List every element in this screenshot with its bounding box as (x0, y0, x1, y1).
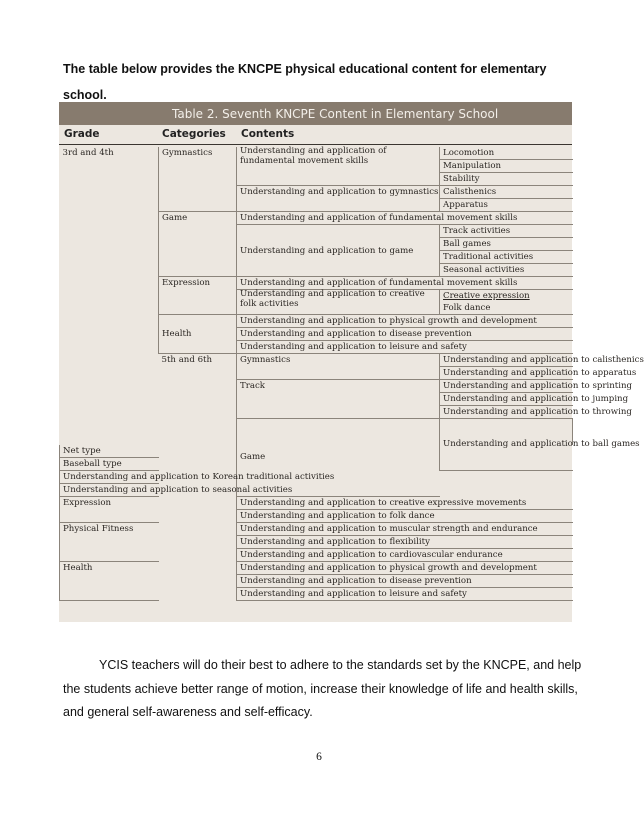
table-title: Table 2. Seventh KNCPE Content in Elementary School (59, 102, 572, 125)
content-cell: Understanding and application to seasonal activities (60, 483, 237, 496)
table-row (60, 470, 573, 483)
subcontent-cell: Stability (440, 173, 573, 186)
content-cell: Understanding and application to calisthenics (440, 354, 573, 367)
subcontent-cell: Apparatus (440, 199, 573, 212)
subcontent-cell: Track activities (440, 225, 573, 238)
content-cell: Understanding and application of fundamental movement skills (237, 212, 573, 225)
content-cell: Understanding and application to physical growth and development (237, 315, 573, 328)
content-cell: Understanding and application to flexibility (237, 535, 573, 548)
content-cell: Understanding and application of fundamental movement skills (237, 277, 573, 290)
category-cell: Expression (60, 496, 159, 522)
table-image (59, 102, 644, 622)
content-cell: Understanding and application to leisure and safety (237, 587, 573, 600)
content-cell: Understanding and application to cardiovascular endurance (237, 548, 573, 561)
header-categories: Categories (162, 128, 226, 140)
category-cell: Gymnastics (159, 147, 237, 212)
table-header-row (59, 125, 572, 145)
content-cell: Understanding and application to gymnastics (237, 186, 440, 212)
subcontent-cell: Ball games (440, 238, 573, 251)
subcontent-cell: Manipulation (440, 160, 573, 173)
content-cell: Understanding and application to sprinting (440, 380, 573, 393)
content-cell: Understanding and application to physical growth and development (237, 561, 573, 574)
content-cell: Understanding and application to ball games (440, 419, 573, 471)
content-cell: Understanding and application to disease prevention (237, 574, 573, 587)
content-cell: Understanding and application to disease prevention (237, 328, 573, 341)
table-row (60, 496, 573, 509)
table-row (60, 522, 573, 535)
subcontent-cell: Seasonal activities (440, 264, 573, 277)
table-row (60, 147, 573, 160)
content-cell: Understanding and application to creative folk activities (237, 290, 440, 315)
content-cell: Understanding and application of fundamental movement skills (237, 147, 440, 186)
paragraph-text: YCIS teachers will do their best to adhere to the standards set by the KNCPE, and help the students achieve better range of motion, increase their knowledge of life and health skills, and general self-awareness and self-efficacy. (63, 658, 582, 719)
table-row (60, 561, 573, 574)
content-table (59, 146, 644, 601)
category-cell: Track (237, 380, 440, 419)
content-cell: Understanding and application to creative expressive movements (237, 496, 573, 509)
header-grade: Grade (64, 128, 100, 140)
content-cell: Understanding and application to leisure and safety (237, 341, 573, 354)
grade-cell: 3rd and 4th (62, 148, 114, 158)
category-cell: Health (60, 561, 159, 600)
subcontent-cell: Locomotion (440, 147, 573, 160)
category-cell: Gymnastics (237, 354, 440, 380)
content-cell: Understanding and application to muscular strength and endurance (237, 522, 573, 535)
subcontent-cell: Net type (60, 445, 159, 458)
category-cell: Game (237, 419, 440, 497)
grade-cell: 5th and 6th (161, 355, 213, 365)
subcontent-cell: Creative expression (440, 290, 573, 303)
intro-text: The table below provides the KNCPE physical educational content for elementary school. (63, 62, 547, 102)
subcontent-cell: Baseball type (60, 457, 159, 470)
content-cell: Understanding and application to jumping (440, 393, 573, 406)
header-contents: Contents (241, 128, 295, 140)
content-cell: Understanding and application to folk dance (237, 509, 573, 522)
subcontent-cell: Traditional activities (440, 251, 573, 264)
page-number: 6 (316, 751, 322, 763)
subcontent-cell: Folk dance (440, 302, 573, 315)
content-cell: Understanding and application to apparatus (440, 367, 573, 380)
content-cell: Understanding and application to throwing (440, 406, 573, 419)
content-cell: Understanding and application to game (237, 225, 440, 277)
body-paragraph (63, 654, 583, 725)
category-cell: Physical Fitness (60, 522, 159, 561)
category-cell: Game (159, 212, 237, 277)
subcontent-cell: Calisthenics (440, 186, 573, 199)
category-cell: Health (159, 315, 237, 354)
category-cell: Expression (159, 277, 237, 315)
content-cell: Understanding and application to Korean traditional activities (60, 470, 237, 483)
